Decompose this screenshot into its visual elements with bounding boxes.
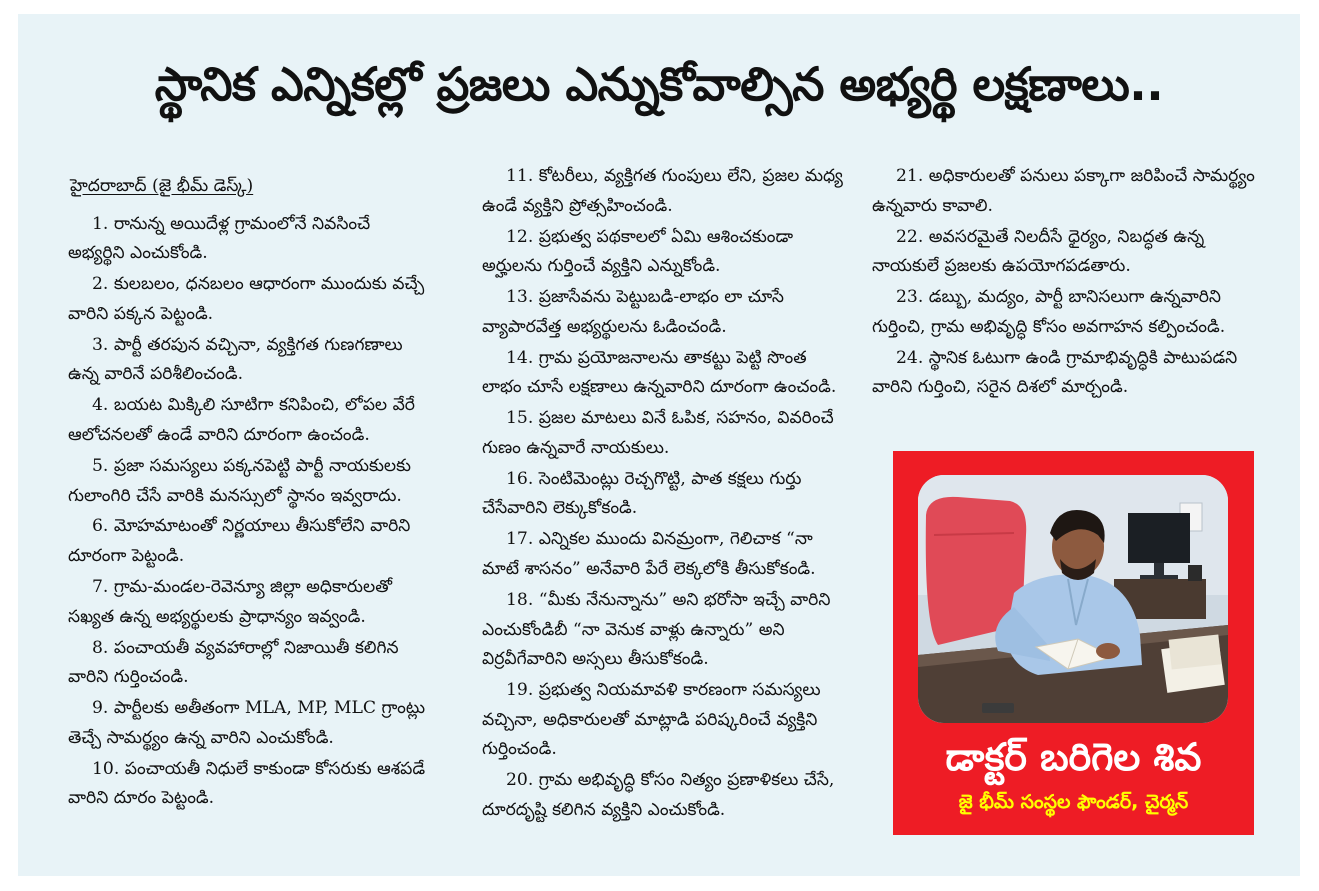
- list-item: 19. ప్రభుత్వ నియమావళి కారణంగా సమస్యలు వచ్చినా, అధికారులతో మాట్లాడి పరిష్కరించే వ్యక్తిని గుర్తించండి.: [482, 680, 821, 760]
- column-2: [482, 162, 844, 827]
- list-item: 4. బయట మిక్కిలి సూటిగా కనిపించి, లోపల వేరే ఆలోచనలతో ఉండే వారిని దూరంగా ఉంచండి.: [68, 395, 415, 445]
- column-1: [68, 164, 430, 815]
- list-item: 3. పార్టీ తరపున వచ్చినా, వ్యక్తిగత గుణగణాలు ఉన్న వారినే పరిశీలించండి.: [68, 334, 403, 385]
- list-item: 14. గ్రామ ప్రయోజనాలను తాకట్టు పెట్టి సొంత లాభం చూసే లక్షణాలు ఉన్నవారిని దూరంగా ఉంచండి.: [482, 347, 837, 398]
- list-item: 18. “మీకు నేనున్నాను” అని భరోసా ఇచ్చే వారిని ఎంచుకోండిబీ “నా వెనుక వాళ్లు ఉన్నారు” అని విర్రవీగేవారిని అస్సలు తీసుకోకండి.: [482, 590, 831, 670]
- list-item: 1. రానున్న అయిదేళ్ల గ్రామంలోనే నివసించే అభ్యర్థిని ఎంచుకోండి.: [68, 213, 371, 264]
- list-item: 8. పంచాయతీ వ్యవహారాల్లో నిజాయితీ కలిగిన వారిని గుర్తించండి.: [68, 637, 399, 688]
- list-item: 24. స్థానిక ఓటుగా ఉండి గ్రామాభివృద్ధికి పాటుపడని వారిని గుర్తించి, సరైన దిశలో మార్చండి.: [872, 347, 1238, 398]
- profile-designation: జై భీమ్ సంస్థల ఫౌండర్, చైర్మన్: [958, 791, 1189, 813]
- list-item: 21. అధికారులతో పనులు పక్కాగా జరిపించే సామర్థ్యం ఉన్నవారు కావాలి.: [872, 166, 1255, 216]
- list-item: 13. ప్రజాసేవను పెట్టుబడి-లాభం లా చూసే వ్యాపారవేత్త అభ్యర్థులను ఓడించండి.: [482, 287, 784, 337]
- list-item: 23. డబ్బు, మద్యం, పార్టీ బానిసలుగా ఉన్నవారిని గుర్తించి, గ్రామ అభివృద్ధి కోసం అవగాహన కల్పించండి.: [872, 287, 1226, 337]
- headline: స్థానిక ఎన్నికల్లో ప్రజలు ఎన్నుకోవాల్సిన అభ్యర్థి లక్షణాలు..: [154, 57, 1164, 111]
- profile-card: [893, 451, 1254, 835]
- list-item: 9. పార్టీలకు అతీతంగా MLA, MP, MLC గ్రాంట్లు తెచ్చే సామర్థ్యం ఉన్న వారిని ఎంచుకోండి.: [68, 698, 426, 748]
- list-item: 15. ప్రజల మాటలు వినే ఓపిక, సహనం, వివరించే గుణం ఉన్నవారే నాయకులు.: [482, 408, 834, 458]
- list-item: 5. ప్రజా సమస్యలు పక్కనపెట్టి పార్టీ నాయకులకు గులాంగిరి చేసే వారికి మనస్సులో స్థానం ఇవ్వరాదు.: [68, 455, 411, 506]
- list-item: 10. పంచాయతీ నిధులే కాకుండా కోసరుకు ఆశపడే వారిని దూరం పెట్టండి.: [68, 758, 426, 809]
- list-item: 6. మోహమాటంతో నిర్ణయాలు తీసుకోలేని వారిని దూరంగా పెట్టండి.: [68, 516, 411, 567]
- dateline: హైదరాబాద్ (జై భీమ్ డెస్క్): [70, 176, 254, 196]
- list-item: 12. ప్రభుత్వ పథకాలలో ఏమి ఆశించకుండా అర్హులను గుర్తించే వ్యక్తిని ఎన్నుకోండి.: [482, 226, 794, 277]
- list-item: 7. గ్రామ-మండల-రెవెన్యూ జిల్లా అధికారులతో సఖ్యత ఉన్న అభ్యర్థులకు ప్రాధాన్యం ఇవ్వండి.: [68, 577, 392, 627]
- list-item: 2. కులబలం, ధనబలం ఆధారంగా ముందుకు వచ్చే వారిని పక్కన పెట్టండి.: [68, 274, 425, 324]
- profile-name: డాక్టర్ బరిగెల శివ: [945, 735, 1202, 779]
- list-item: 20. గ్రామ అభివృద్ధి కోసం నిత్యం ప్రణాళికలు చేసే, దూరదృష్టి కలిగిన వ్యక్తిని ఎంచుకోండి.: [482, 770, 835, 820]
- list-item: 17. ఎన్నికల ముందు వినమ్రంగా, గెలిచాక “నా మాటే శాసనం” అనేవారి పేరే లెక్కలోకి తీసుకోకండి.: [482, 529, 816, 580]
- list-item: 11. కోటరీలు, వ్యక్తిగత గుంపులు లేని, ప్రజల మధ్య ఉండే వ్యక్తిని ప్రోత్సహించండి.: [482, 166, 843, 216]
- list-item: 22. అవసరమైతే నిలదీసే ధైర్యం, నిబద్ధత ఉన్న నాయకులే ప్రజలకు ఉపయోగపడతారు.: [872, 226, 1205, 277]
- list-item: 16. సెంటిమెంట్లు రెచ్చగొట్టి, పాత కక్షలు గుర్తు చేసేవారిని లెక్కుకోకండి.: [482, 468, 802, 519]
- profile-photo: [918, 475, 1228, 723]
- column-3: [872, 162, 1262, 404]
